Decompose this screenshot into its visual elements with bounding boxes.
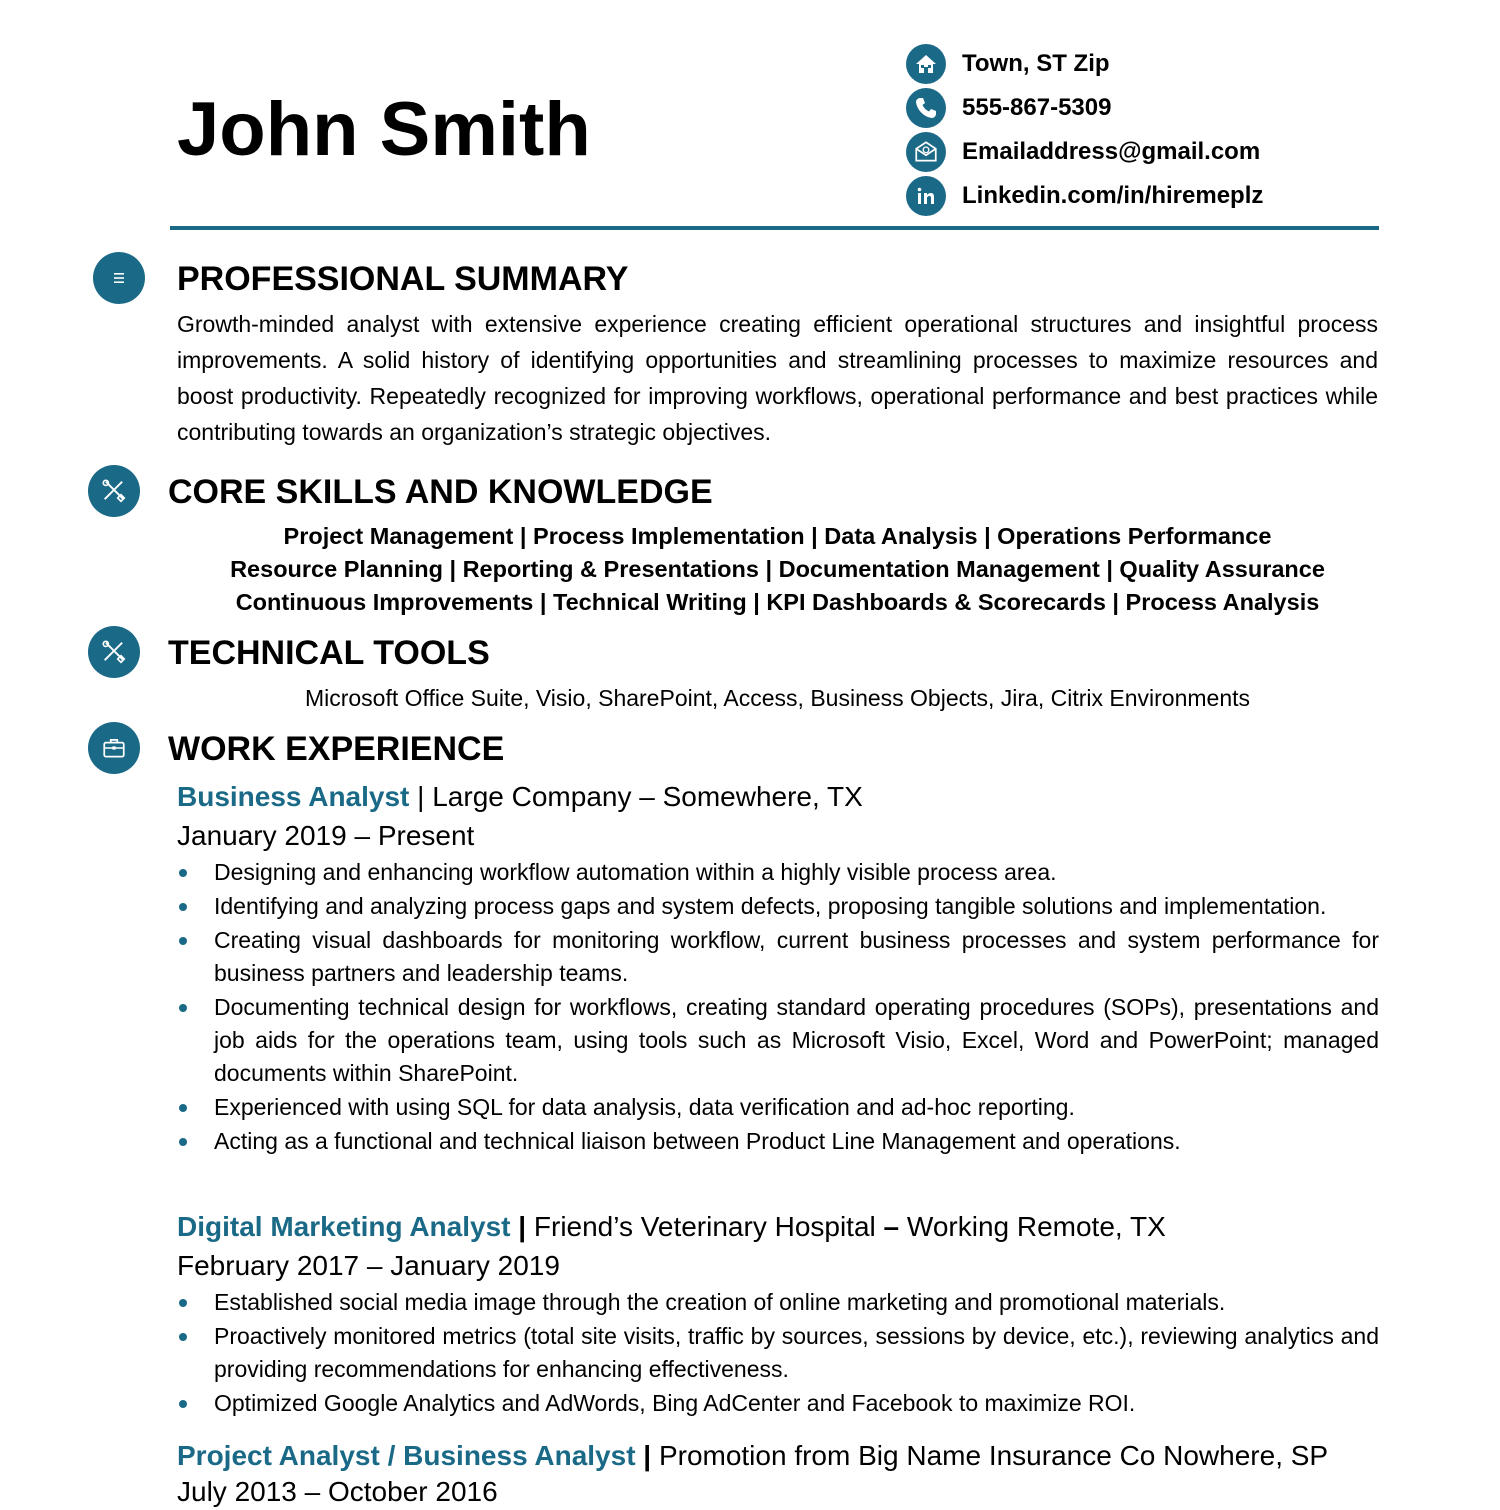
bullet-item: Proactively monitored metrics (total site visits, traffic by sources, sessions by device, etc.), reviewing analytics and providing recommendations for enhancing effectiveness.	[177, 1320, 1379, 1386]
skills-line: Continuous Improvements | Technical Writing | KPI Dashboards & Scorecards | Process Analysis	[235, 589, 1320, 615]
candidate-name: John Smith	[177, 87, 591, 172]
skills-heading: CORE SKILLS AND KNOWLEDGE	[168, 473, 713, 511]
job-dash: –	[875, 1211, 907, 1242]
phone-icon	[906, 88, 946, 128]
job-bullets	[177, 1286, 1379, 1421]
experience-heading: WORK EXPERIENCE	[168, 730, 505, 768]
bullet-item: Experienced with using SQL for data analysis, data verification and ad-hoc reporting.	[177, 1091, 1379, 1124]
bullet-item: Designing and enhancing workflow automation within a highly visible process area.	[177, 856, 1379, 889]
linkedin-icon	[906, 176, 946, 216]
job-company: Large Company – Somewhere, TX	[432, 781, 863, 812]
tools-heading: TECHNICAL TOOLS	[168, 634, 490, 672]
tools-icon	[88, 465, 140, 517]
job-title: Project Analyst / Business Analyst	[177, 1440, 636, 1471]
job-dates: January 2019 – Present	[177, 820, 475, 851]
job-location: Working Remote, TX	[906, 1211, 1166, 1242]
job-title: Business Analyst	[177, 781, 410, 812]
tools-icon	[88, 626, 140, 678]
bullet-item: Documenting technical design for workflows, creating standard operating procedures (SOPs), presentations and job aids for the operations team, using tools such as Microsoft Visio, Excel, Word and PowerPoint; managed documents within SharePoint.	[177, 991, 1379, 1090]
bullet-item: Acting as a functional and technical liaison between Product Line Management and operations.	[177, 1125, 1379, 1158]
job-separator: |	[409, 781, 433, 812]
bullet-item: Identifying and analyzing process gaps and system defects, proposing tangible solutions and implementation.	[177, 890, 1379, 923]
job-header	[177, 1438, 1328, 1474]
job-dates: July 2013 – October 2016	[177, 1476, 498, 1507]
skills-list	[170, 520, 1385, 619]
bullet-item: Optimized Google Analytics and AdWords, Bing AdCenter and Facebook to maximize ROI.	[177, 1387, 1379, 1420]
job-header	[177, 779, 863, 815]
briefcase-icon	[88, 722, 140, 774]
email-text: Emailaddress@gmail.com	[962, 138, 1261, 165]
summary-text: Growth-minded analyst with extensive experience creating efficient operational structures and insightful process improvements. A solid history of identifying opportunities and streamlining processes to maximize resources and boost productivity. Repeatedly recognized for improving workflows, operational performance and best practices while contributing towards an organization’s strategic objectives.	[177, 311, 1378, 445]
header-divider	[170, 226, 1379, 230]
home-icon	[906, 44, 946, 84]
location-text: Town, ST Zip	[962, 50, 1110, 77]
contact-email	[906, 132, 1260, 172]
skills-line: Project Management | Process Implementation | Data Analysis | Operations Performance	[283, 523, 1272, 549]
skills-line: Resource Planning | Reporting & Presentations | Documentation Management | Quality Assurance	[230, 556, 1325, 582]
job-header	[177, 1209, 1166, 1245]
contact-location	[906, 44, 1110, 84]
phone-text: 555-867-5309	[962, 94, 1112, 121]
bullet-item: Established social media image through the creation of online marketing and promotional materials.	[177, 1286, 1379, 1319]
list-icon	[93, 252, 145, 304]
job-company: Friend’s Veterinary Hospital	[533, 1211, 876, 1242]
job-separator: |	[510, 1211, 534, 1242]
contact-linkedin	[906, 176, 1263, 216]
job-company: Promotion from Big Name Insurance Co Nowhere, SP	[658, 1440, 1329, 1471]
bullet-item: Creating visual dashboards for monitoring workflow, current business processes and system performance for business partners and leadership teams.	[177, 924, 1379, 990]
job-bullets	[177, 856, 1379, 1159]
contact-phone	[906, 88, 1111, 128]
email-icon	[906, 132, 946, 172]
job-separator: |	[635, 1440, 659, 1471]
summary-heading: PROFESSIONAL SUMMARY	[177, 260, 629, 298]
linkedin-text: Linkedin.com/in/hiremeplz	[962, 182, 1264, 209]
tools-text: Microsoft Office Suite, Visio, SharePoint, Access, Business Objects, Jira, Citrix Environments	[304, 685, 1251, 711]
job-dates: February 2017 – January 2019	[177, 1250, 560, 1281]
job-title: Digital Marketing Analyst	[177, 1211, 511, 1242]
